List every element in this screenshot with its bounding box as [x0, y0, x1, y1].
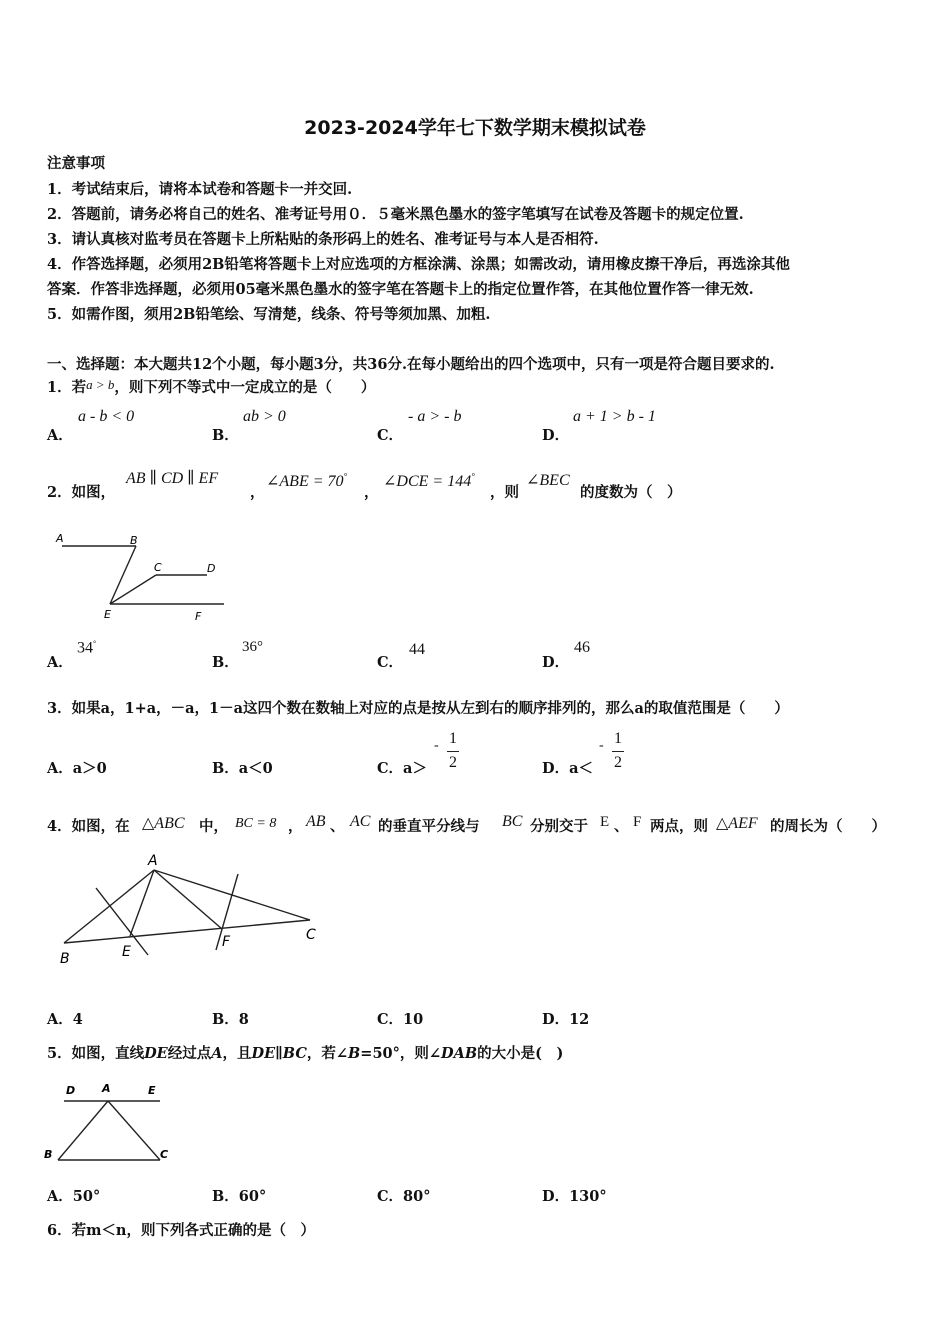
notice-item-4: 4．作答选择题，必须用2B铅笔将答题卡上对应选项的方框涂满、涂黑；如需改动，请用橡皮擦干净后，再选涂其他	[47, 256, 790, 273]
page-title: 2023-2024学年七下数学期末模拟试卷	[304, 117, 646, 139]
label-a: A	[102, 1082, 111, 1095]
label-a: A	[148, 853, 158, 869]
option-label: C．	[377, 427, 404, 444]
q1-condition: a > b	[86, 377, 115, 392]
q2-figure	[52, 528, 232, 628]
option-label: B．	[212, 427, 239, 444]
q4-ac: AC	[350, 813, 371, 830]
q2-angle-abe: ∠ABE = 70°	[266, 471, 348, 490]
q2-option-c[interactable]: C．	[377, 654, 404, 671]
notice-item-3: 3．请认真核对监考员在答题卡上所粘贴的条形码上的姓名、准考证号与本人是否相符.	[47, 231, 599, 248]
line-bc	[64, 920, 310, 943]
q4-option-b[interactable]: B．8	[212, 1011, 249, 1028]
notice-item-6: 5．如需作图，须用2B铅笔绘、写清楚，线条、符号等须加黑、加粗.	[47, 306, 491, 323]
q4-ab: AB	[306, 813, 326, 830]
q1-option-c-expr: - a > - b	[408, 408, 462, 425]
q4-prefix: 4．如图，在	[47, 818, 130, 835]
label-c: C	[154, 561, 162, 574]
label-c: C	[160, 1148, 169, 1161]
q4-triangle-aef: △AEF	[716, 815, 758, 832]
q3-c-denominator: 2	[449, 754, 457, 771]
q2-angle-dce: ∠DCE = 144°	[383, 471, 475, 490]
q5-figure	[40, 1076, 180, 1166]
question-6: 6．若m＜n，则下列各式正确的是（ ）	[47, 1222, 315, 1239]
q4-f: F	[633, 814, 642, 830]
q4-option-c[interactable]: C．10	[377, 1011, 424, 1028]
section-heading: 一、选择题：本大题共12个小题，每小题3分，共36分.在每小题给出的四个选项中，只有一项是符合题目要求的.	[47, 356, 775, 373]
q4-mid1: 中，	[199, 818, 228, 835]
q4-triangle-abc: △ABC	[142, 815, 185, 832]
q4-option-d[interactable]: D．12	[542, 1011, 590, 1028]
q2-prefix: 2．如图，	[47, 484, 116, 501]
q2-angle-bec: ∠BEC	[526, 472, 570, 489]
q4-mid5: 分别交于	[530, 818, 588, 835]
question-5: 5．如图，直线DE经过点A，且DE∥BC，若∠B=50°，则∠DAB的大小是( )	[47, 1045, 564, 1062]
question-3: 3．如果a，1+a，－a，1－a这四个数在数轴上对应的点是按从左到右的顺序排列的，那么a的取值范围是（ ）	[47, 700, 789, 717]
q5-option-a[interactable]: A．50°	[47, 1188, 101, 1205]
option-label: A．	[47, 427, 73, 444]
q1-option-c[interactable]	[377, 424, 403, 445]
notice-item-5: 答案．作答非选择题，必须用05毫米黑色墨水的签字笔在答题卡上的指定位置作答，在其他位置作答一律无效.	[47, 281, 754, 298]
q3-option-d[interactable]: D．a＜	[542, 760, 593, 777]
q2-sep2: ，	[364, 484, 379, 501]
q3-option-b[interactable]: B．a＜0	[212, 760, 273, 777]
label-f: F	[195, 610, 202, 623]
q2-sep1: ，	[250, 484, 265, 501]
label-b: B	[44, 1148, 53, 1161]
q4-mid4: 的垂直平分线与	[378, 818, 480, 835]
q3-d-numerator: 1	[614, 730, 622, 747]
q1-suffix: ，则下列不等式中一定成立的是（ ）	[114, 379, 376, 396]
q4-bc: BC	[502, 813, 523, 830]
q3-c-numerator: 1	[449, 730, 457, 747]
q1-option-b-expr: ab > 0	[243, 408, 286, 425]
q1-option-d[interactable]	[542, 424, 569, 445]
q3-d-minus: -	[599, 738, 604, 753]
q1-option-a-expr: a - b < 0	[78, 408, 135, 425]
q2-option-a-value: 34°	[77, 639, 97, 657]
label-f: F	[222, 934, 231, 950]
q2-suffix: 的度数为（ ）	[580, 484, 682, 501]
q4-mid7: 两点，则	[650, 818, 708, 835]
q4-mid2: ，	[288, 818, 303, 835]
q3-option-c[interactable]: C．a＞	[377, 760, 427, 777]
question-1	[47, 376, 375, 397]
q3-d-fraction-bar	[612, 751, 624, 752]
q5-option-c[interactable]: C．80°	[377, 1188, 431, 1205]
label-e: E	[122, 944, 131, 960]
q4-option-a[interactable]: A．4	[47, 1011, 83, 1028]
label-c: C	[306, 927, 316, 943]
label-a: A	[56, 532, 64, 545]
label-b: B	[60, 951, 70, 967]
q1-option-b[interactable]	[212, 424, 239, 445]
q4-mid6: 、	[614, 818, 629, 835]
notice-heading: 注意事项	[47, 155, 105, 172]
option-label: D．	[542, 427, 570, 444]
q2-option-c-value: 44	[409, 641, 425, 658]
q1-option-a[interactable]	[47, 424, 73, 445]
line-ab	[58, 1101, 108, 1160]
line-ac	[108, 1101, 160, 1160]
q3-c-minus: -	[434, 738, 439, 753]
notice-item-1: 1．考试结束后，请将本试卷和答题卡一并交回.	[47, 181, 353, 198]
label-d: D	[66, 1084, 76, 1097]
label-b: B	[130, 534, 138, 547]
q5-option-b[interactable]: B．60°	[212, 1188, 267, 1205]
q3-option-a[interactable]: A．a＞0	[47, 760, 107, 777]
q1-prefix: 1．若	[47, 379, 87, 396]
q5-option-d[interactable]: D．130°	[542, 1188, 607, 1205]
q2-option-d-value: 46	[574, 639, 590, 656]
line-af	[154, 870, 222, 929]
notice-item-2: 2．答题前，请务必将自己的姓名、准考证号用０．５毫米黑色墨水的签字笔填写在试卷及答题卡的规定位置.	[47, 206, 744, 223]
q2-option-a[interactable]: A．	[47, 654, 73, 671]
q3-d-denominator: 2	[614, 754, 622, 771]
q2-sep3: ，则	[490, 484, 519, 501]
q2-option-b[interactable]: B．	[212, 654, 239, 671]
q4-bc-value: BC = 8	[235, 816, 277, 831]
q1-option-d-expr: a + 1 > b - 1	[573, 408, 656, 425]
q4-e: E	[600, 814, 610, 830]
label-e: E	[104, 608, 111, 621]
q4-figure	[50, 850, 335, 970]
q2-parallel: AB ∥ CD ∥ EF	[126, 470, 219, 487]
q3-c-fraction-bar	[447, 751, 459, 752]
label-d: D	[207, 562, 216, 575]
q2-option-b-value: 36°	[242, 639, 263, 655]
q2-option-d[interactable]: D．	[542, 654, 570, 671]
q4-suffix: 的周长为（ ）	[770, 818, 886, 835]
label-e: E	[148, 1084, 156, 1097]
q4-mid3: 、	[330, 818, 345, 835]
